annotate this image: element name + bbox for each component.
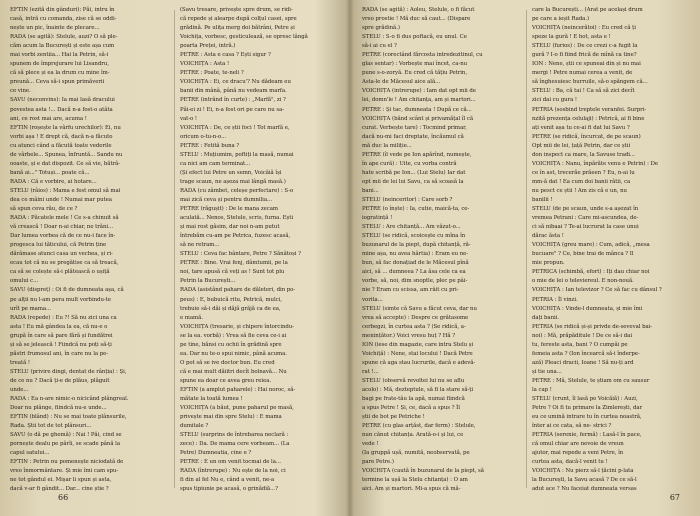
text-line: RADA (asistând pahare de dăleteri, din po- [180,287,296,294]
text-line: RADA (cu zâmbet, celeșe perfectare) : S-o [180,187,294,194]
text-line: VOICHIȚA : Ei, ce dracu'? Nu dădeam eu [180,79,291,86]
text-line: rat !... [362,368,379,375]
text-line: vă crească ! Doar n-ai chiar, ne trăni... [10,224,114,231]
text-line: nește un pic, înainte de plecare... [10,25,100,32]
text-line: unde... [10,386,29,393]
text-line: vorbe, să, noi, dim snoptle, plec pe pâi- [362,278,468,285]
text-line: urît pe mama... [10,305,52,312]
text-line: VOICHIȚA (a băut, pune paharul pe masă, [180,405,294,412]
text-line: PETRE : Mă, Stelule, te știam om cu sausur [532,377,650,384]
text-line: pe tine, bănsi cu ochii în grădină spre [180,341,282,348]
text-line: STELU (surprins de întrebarea neclară : [180,432,289,439]
text-line: cu atunci când a făcută toate vederile [10,142,112,149]
text-line: STELU (neinceritor) : Care sorb ? [362,196,453,203]
text-line: spune că aga stau lucrurile, dacă e adevă- [362,359,476,366]
text-line: ION : Nene, știi ce spuneai din și nu mai [532,61,641,68]
text-line: că să plece și ea la drum cu mine îm- [10,70,110,77]
text-line: zece) : Da. De mama cere vorbeam... (La [180,441,290,448]
column-divider [174,10,175,488]
text-line: vreo înmormântare. Și mie îmi cam spu- [10,468,119,475]
text-line: bucuare" ? Ce, bine trai de mânca ? Il [532,251,634,258]
text-line: dărâmase atunci casa un vechea, și ri- [10,251,113,258]
text-line: că e mai mult dăiitri decît bolnavă... Nu [180,368,287,375]
text-line: speze la gură ! E hot, asta e ! [532,34,611,41]
text-line: pare Petre.) [362,459,394,466]
text-line: STELU : Ba, că tai ! Ca să să zici decît [532,88,635,95]
text-line: mai zică ceva și pentru dumnilia... [180,196,272,203]
text-line: ION (iese din magazie, care intra Stelu și [362,341,474,348]
text-line: VOICHIȚA : Nu pierz să-l țăcini p-lata [532,468,634,475]
text-line: VOICHIȚA (tresarie, și chipere întorcindu- [180,323,295,330]
text-line: la cap ! [532,386,552,393]
text-line: iogratință ! [362,215,393,222]
text-line: EFTIN : Petrin nu pomenește niciodată de [10,459,124,466]
text-line: la București, la Savu acasă ? De ce să-l [532,477,637,484]
text-line: progesca lui tăticului, că Petrin ține [10,242,107,249]
text-line: EFTIN (roșește la vârfu urechilor): Ei, nu [10,124,121,131]
text-line: poarta Preței, intră.) [180,43,236,50]
text-line: ca nici am cam terminat... [180,160,251,167]
text-line: știi de bot pe Petriche ! [362,414,425,421]
text-line: aculată... Nenos, Stelule, scris, furna. Ești [180,215,294,222]
text-line: curtea asta, dacă-l venit tu ! [532,459,608,466]
text-line: ci să nibaai ? Te-ai lucrurat la case unui [532,224,639,231]
right-column-2 [532,6,692,494]
text-line: ne tot gândul ei. Mișar li spun și asta, [10,477,112,484]
text-line: să ne retram... [180,242,220,249]
text-line: mai vorbi zentiia... Hai la Petrin, să-i [10,52,109,59]
left-column-2 [180,6,340,494]
text-line: Voichița, vorbesc, gesticulează, se opresc lângă [180,34,308,41]
text-line: privește mai din spre Stelu) : E mama [180,414,282,421]
text-line: hate scribă pe Ion... (Lui Stelu) Iar dat [362,169,466,176]
text-line: VOICHIȚA : Ian televizor ? Ce să fac cu dânsul ? [532,287,662,294]
text-line: STELU (de pe scaun, unde s-a așezat în [532,206,639,213]
text-line: care la București... (Arat pe același drum [532,7,643,13]
text-line: glas sentar) : Vorbește mai încet, ca-nu [362,61,468,68]
text-line: spre grădină.) [362,25,400,32]
text-line: dărac ăsta ! [532,233,564,240]
text-line: RADA (se agită): Stelule, auzi? O să ple- [10,34,118,41]
text-line: aici, să ... dumneea ? La ăsa cele ca ea [362,269,466,276]
right-column-1 [362,6,522,494]
text-line: peus) : E, bubuică ritu, Petrică, mulci, [180,296,282,303]
text-line: nun cănut chitanța. Arată-o-i și lui, ce [362,432,464,439]
text-line: ea. Dar nu te-o spui nimic, până acuma. [180,350,287,357]
text-line: tu, fereste asta, bani ? O cumpăi pe [532,341,628,348]
text-line: că repede și alearpe după colțul casei, spre [180,16,297,23]
text-line: Dar lumea vorbea că de ce nu-i face în- [10,233,116,240]
text-line: PETRIA : Îl vinzi. [532,296,578,303]
text-line: PETRE (se ridică, încurcat, de pe scaun) [532,133,641,140]
text-line: vorbi așa ! E drept că, dacă n-a făcuto [10,133,113,140]
text-line: mergi ! Petre numai cerea a venit, de [532,70,633,77]
text-line: PETRE (o înște) : Ia, cutie, maică-ta, ce- [362,206,470,213]
text-line: PETRE : Fetită buna ? [180,142,240,149]
text-line: preună... Ceva să-i spun primăverii [10,79,105,86]
text-line: omului c... [10,278,39,285]
text-line: VOICHIȚA (caută în buzunarul de la piept, să [362,468,484,475]
text-line: casă, intră cu comanda, zise că se oddi- [10,16,117,23]
text-line: STELU (simte că Savu a făcut ceva, dar nu [362,305,477,312]
text-line: ază) Pleaci dracii, Ioane ! Să nu-ți ard [532,359,634,366]
text-line: pe alții nu l-am pera mult vorbindu-te [10,296,111,303]
book-gutter [346,0,354,516]
text-line: nie ? Eram cu scissa, am râit cu pri- [362,287,459,294]
text-line: VOICHIȚA : Asta ! [180,61,230,68]
text-line: spune ea doar ce avea greu reiea. [180,377,272,384]
text-line: mm-ă dat ! Ea cum doi banii râtii, ca [532,178,631,185]
text-line: pe care a ieșit Rada.) [532,16,590,23]
text-line: nzită prezența celulaji) : Petricâ, ai fi bine [532,115,645,122]
text-line: Doar nu plânge, fiindcă nu-e unde... [10,405,107,412]
text-line: oricum o-tu-n-o... [180,133,227,140]
text-line: RADA (se agită) : Aoleu, Stelule, o fi făcut [362,7,475,13]
text-line: banilii ! [532,196,553,203]
text-line: O pot să se ive doctor bun. Eu cred [180,359,275,366]
text-line: STELU : Muțiumim, poftiți la masă, numai [180,151,294,158]
text-line: se la ea. vorbă) : Vrea să fie ceva ce-i ai [180,332,287,339]
text-line: vremea Petrani : Care mi-ascundea, de- [532,215,639,222]
text-line: vat-o ! [180,115,198,122]
text-line: EFTIN (ezită din gânduri): Păi, intru în [10,7,115,13]
text-line: căm acum la București și este așa cum [10,43,115,50]
text-line: PETRIA (sosbind treptele veranfei. Surpri- [532,106,647,113]
text-line: a spus Petre ! Și, ce, dacă a spus ? Îl [362,405,460,412]
text-line: VOICHIȚA (bănd scânt și privamățal îl că [362,115,474,122]
right-page [362,6,692,504]
text-line: nu pesct ce știi ! Am zis că e un, nu [532,187,627,194]
text-line: PETRIA (se ridică și-și privde de-seveval bai- [532,323,653,330]
text-line: termine la ușă la Stelu chitanța) : O am [362,477,468,484]
text-line: VOICHIȚA (greu mare) : Cum, adică, „mesa [532,242,650,249]
text-line: înter ai ce cata, să ne- strici ? [532,423,612,430]
text-line: PETRE : Bine. Vrai fenj, dâmtumii, pe la [180,260,288,267]
left-page [10,6,340,504]
text-line: vede ! [362,441,379,448]
text-line: ooaste, și e dat dispozit. Ce să vie, bătrâ- [10,160,121,167]
text-line: grădină. Pe ulița merg doi bătrâni, Petre și [180,25,295,32]
column-divider [526,10,527,488]
text-line: adut ace ? Nu faceiat dumneata versas [532,486,637,493]
text-line: dacă v-ar fi gândit... Dar... cine știe ? [10,486,109,493]
text-line: întrebăm cu-am pe Petrica, fuzesc acasă, [180,233,291,240]
text-line: STELU : S-o fi dus poftacă, eu unul. Ce [362,34,467,41]
text-line: ați venit așa tu ce-ai fi dat lui Savu ? [532,124,630,131]
text-line: STELU (crunt, îl lasă pe Voicăiă) : Auzi, [532,396,638,403]
text-line: curat. Verbește tare) : Tocmind primar, [362,124,467,131]
text-line: grupă în care să pare fără și fundătrei [10,332,113,339]
text-line: VOICHIȚA : De, ce știi foci ! Tot marfă e, [180,124,290,131]
text-line: vrea să accepte) : Despre ce grătasome [362,314,469,321]
text-line: să înghesuiesc burruile, să-o spăngem că... [532,79,648,86]
text-line: pune s-o-zoryă. Eu cred că tățiu Petrin, [362,70,468,77]
text-line: trebuie să-i dăi și dăjă grăjă ca de ea, [180,305,281,312]
text-line: și mai rost gâsim, dar noi n-am putut [180,224,280,231]
text-line: capul satului... [10,450,50,457]
text-line: și tie una... [532,368,562,375]
text-line: dați banii. [532,314,560,321]
text-line: PETRE (corectând fărcosta intredezitinul, cu [362,52,483,59]
text-line: PETRICA (schimbă, efort) : Iți dau chiar noi [532,269,650,276]
text-line: cerbegzi, în curtea asta ? (Se ridică, a- [362,323,466,330]
text-line: (Și efect lui Petre un semn, Voicăiă își [180,169,282,176]
text-line: bagi pe frate-tău la apă, numai fiindcă [362,396,465,403]
text-line: să spun ceva rău, de ce ? [10,206,78,213]
text-line: PETRE (cu glas arțăst, dar ferm) : Stelule, [362,423,476,430]
text-line: VOICHIȚA (neincerătoi) : Eu cred că ți [532,25,636,32]
text-line: PETRE (răgușit) : De le mana zecam [180,206,278,213]
text-line: și să se jelească ! Fiindcă nu poți să-ți [10,341,112,348]
text-line: ecau tot că nu se pregătise ca să treacă, [10,260,119,267]
text-line: lei, domn'le ! Am chitanța, am și martori... [362,97,476,104]
text-line: noi) : Mă, prăpăditule ! De ce să-i dai [532,332,633,339]
text-line: spus tipiunie pe acasă, o grinădiă...? [180,486,278,493]
text-line: Rada. Știi tot de tot plânsuri... [10,423,92,430]
text-line: dacă nu-mi faci dreptate, încăumul că [362,133,464,140]
text-line: PETRE : E un om venit tocmai de la... [180,459,281,466]
text-line: VOICHIȚA : Nanu, înpărăte venu e Petrin) : De [532,160,658,167]
text-line: de vârbele... Spunea, înfruntă... Sandu nu [10,151,123,158]
page-number: 67 [669,493,680,502]
text-line: STELU : Ceva fac bântare, Petre ? Sănătoși ? [180,251,301,258]
text-line: SAVU (o dă pe ghemă) : Nai ! Păi, cind se [10,432,122,439]
text-line: Opt mii de lei, țață Petrin, dar ce știi [532,142,631,149]
text-line: Petrin la București... [180,278,236,285]
text-line: RADA : Ea n-are nimic-o nicicând plângreal. [10,396,129,403]
text-line: opt mii de lei lui Savu, ca să scoasă la [362,178,464,185]
text-line: SAVU (dispreț) : Oi fi de dumneata așa, că [10,287,124,294]
text-line: bani... [362,187,379,194]
text-line: PETRE (intrând în curte) : „Marfă", zi ? [180,97,286,104]
text-line: ani, ce rost mai are, acuma ! [10,115,87,122]
text-line: dumitale ? [180,423,209,430]
text-line: Asta-le de Măcesul aice ală... [362,79,441,86]
text-line: ce în ast, trecerăe prăeen ? Eu, n-ai lu [532,169,635,176]
text-line: eu ce umină intrare tu în curtea noastră, [532,414,642,421]
text-line: asta ! Eu mă gândea la ea, că nu-e o [10,323,108,330]
text-line: Petre ? Oi fi tu primare la Zimlerești, dar [532,405,643,412]
text-line: STELU (râios) : Mama e fest omul să mai [10,187,121,194]
text-line: o mie de lei o televiereul. E non-nouă. [532,278,634,285]
text-line: RADA (repede) : Eu ?! Să nu zici una ca [10,314,117,321]
text-line: STELU : Are chitanță... Am văzut-o... [362,224,461,231]
text-line: noi, tare apusă că veți as ! Sunt tot plu [180,269,285,276]
left-column-1 [10,6,170,494]
text-line: banii din mânâ, până nu vedeam marfa. [180,88,287,95]
text-line: PETRE : Poate, te-neli ? [180,70,244,77]
text-line: fi din al fel Nu e, când a venit, ne-a [180,477,275,484]
text-line: bun, să fac donațiad de le Măcesul pînă [362,260,469,267]
text-line: VOICHIȚA : Vinde-l dumneata, și mie îmi [532,305,643,312]
text-line: femeia asta ? (Ion încearcă să-i înderpe- [532,350,640,357]
text-line: RADA : Păcatele mele ! Ce s-a chinuit să [10,215,119,222]
text-line: gură ? I-o fi fiind frică de mînă ca tine? [532,52,637,59]
page-number: 66 [58,493,69,502]
text-line: ce vine. [10,88,31,95]
text-line: VOICHIȚA (intrerupe) : Iam dat opt mii de [362,88,476,95]
text-line: ajutor, mai repede a veni Petre, în [532,450,624,457]
text-line: zici dai cu gura ! [532,97,578,104]
text-line: vreo prostie ! Mă duc să caut... (Dispare [362,16,471,23]
text-line: mie propun. [532,260,565,267]
text-line: treată ! [10,359,31,366]
text-line: STELU (se ridică, scoicește cu mîna în [362,233,466,240]
text-line: pornește dealu pe pârîi, se scade până la [10,441,120,448]
text-line: STELU (furios) : De ce crezi c-a fugit la [532,43,638,50]
text-line: păstri frumosul ani, în care nu la pe- [10,350,109,357]
text-line: PETRE : Și tac, dumneata ! După ce că... [362,106,472,113]
text-line: în ape cură) : Uite, cu vorba contră [362,160,457,167]
text-line: mine așa, nu avea hârtia) : Eram eu ne- [362,251,469,258]
text-line: PETRIA (serenie, fermă) : Lasă-l în pace, [532,432,642,439]
text-line: EFTIN (blând) : Nu se mai toate plânsurile, [10,414,127,421]
text-line: acolo) : Mă, dezteptule, să fi la stare să-ți [362,386,474,393]
text-line: că omul chiar are nevoie de vreun [532,441,624,448]
text-line: SAVU (neconvins): Ia mai lasă dracului [10,97,115,104]
text-line: PETRE : Asta e casa ? Ești sigur ? [180,52,271,59]
text-line: EFTIN (a amplut paharele) : Hai noroc, să- [180,386,296,393]
text-line: ca să se colește să-i plătească o ușiță [10,269,110,276]
text-line: povestea asta !... Dacă n-a fost-o atâta [10,106,113,113]
text-line: Păi-ei zi ! Ei, n-a fost ori pe care nu sa- [180,106,285,113]
text-line: să-i ai cu el ? [362,43,397,50]
text-line: trage scaun, ne așeza mai lângă masă.) [180,178,286,185]
text-line: (Savu tresare, privește spre drum, se ridi- [180,7,293,13]
text-line: Voichiță) : Nene, stai locului ! Dacă Petre [362,350,473,357]
text-line: don inspect ca mare, la Savuse tradi... [532,151,635,158]
text-line: e mamă. [180,314,203,321]
text-line: buzunarul de la piept, după chitanță, ră- [362,242,471,249]
text-line: mă duc la miliție... [362,142,412,149]
text-line: RADA (întrerupe) : Nu ește de la noi, ci [180,468,286,475]
text-line: spunem de împrejurare lui Lisandru, [10,61,109,68]
text-line: bană ai..." Totuși... poate că... [10,169,90,176]
text-line: (Ia gruppă ușă, numită, neobservată, pe [362,450,470,457]
text-line: PETRE (îl vede pe Ion apărînd, numește, [362,151,472,158]
text-line: de ce nu ? Dacă ți-e de plăus, plăguit [10,377,110,384]
text-line: RADA : Că e vorbire, ai hotare... [10,178,97,185]
text-line: mătate la toată lumea ! [180,396,243,403]
text-line: vorita... [362,296,383,303]
text-line: STELU (privire dingi, dentat de rânția) : Și, [10,368,127,375]
text-line: Petre) Dumneatia, cine e ? [180,450,252,457]
text-line: aici. Am și martori. Mi-a spus că mă- [362,486,461,493]
text-line: menințător.) Voici vresu huț ? Hă ? [362,332,456,339]
text-line: dea ce mâini unde ! Numai mar putea [10,196,112,203]
text-line: STELU (observă revoltei lui nu se aflu [362,377,465,384]
